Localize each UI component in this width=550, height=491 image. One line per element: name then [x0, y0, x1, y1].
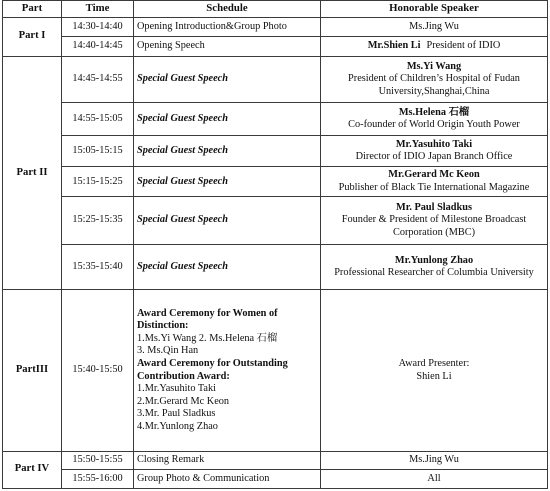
table-row: [3, 197, 548, 245]
speaker-cell: [321, 17, 548, 37]
time-cell: 14:40-14:45: [62, 37, 134, 57]
speaker-cell: [321, 136, 548, 167]
speaker-cell: [321, 451, 548, 470]
schedule-cell: Special Guest Speech: [134, 56, 321, 103]
speaker-role: Director of IDIO Japan Branch Office: [355, 151, 513, 163]
time-cell: 15:35-15:40: [62, 244, 134, 289]
speaker-role: President of Children’s Hospital of Fudan University,Shanghai,China: [348, 73, 520, 97]
header-time: Time: [62, 1, 134, 18]
speaker-role: Publisher of Black Tie International Magazine: [338, 181, 530, 193]
speaker-name: Ms.Yi Wang: [406, 60, 462, 72]
speaker-cell: [321, 244, 548, 289]
schedule-cell: Opening Speech: [134, 37, 321, 57]
speaker-cell: [321, 167, 548, 197]
speaker-name: Ms.Jing Wu: [409, 20, 459, 32]
schedule-cell: Special Guest Speech: [134, 244, 321, 289]
table-row: [3, 167, 548, 197]
time-cell: 15:15-15:25: [62, 167, 134, 197]
schedule-cell: Opening Introduction&Group Photo: [134, 17, 321, 37]
table-row: [3, 470, 548, 489]
speaker-name: Mr.Gerard Mc Keon: [388, 169, 480, 181]
header-schedule: Schedule: [134, 1, 321, 18]
speaker-name: Mr.Shien Li: [367, 40, 421, 52]
speaker-name: All: [427, 472, 441, 484]
part-label: Part II: [3, 56, 62, 290]
award-women-line: 1.Ms.Yi Wang 2. Ms.Helena 石榴: [137, 332, 278, 344]
speaker-cell: [321, 103, 548, 136]
speaker-name: Ms.Jing Wu: [409, 454, 459, 466]
table-row: [3, 136, 548, 167]
speaker-name: Mr.Yasuhito Taki: [395, 138, 473, 150]
speaker-role: President of IDIO: [426, 40, 501, 52]
speaker-role: Co-founder of World Origin Youth Power: [348, 119, 520, 131]
schedule-cell: Closing Remark: [134, 451, 321, 470]
time-cell: 14:45-14:55: [62, 56, 134, 103]
award-contribution-line: 4.Mr.Yunlong Zhao: [137, 420, 218, 432]
schedule-cell: Group Photo & Communication: [134, 470, 321, 489]
time-cell: 15:40-15:50: [62, 290, 134, 451]
speaker-cell: [321, 56, 548, 103]
award-contribution-line: 3.Mr. Paul Sladkus: [137, 408, 216, 420]
part-label: PartIII: [3, 290, 62, 451]
table-row: [3, 244, 548, 289]
speaker-name: Mr.Yunlong Zhao: [394, 254, 474, 266]
schedule-cell: Special Guest Speech: [134, 136, 321, 167]
header-row: [3, 1, 548, 18]
speaker-cell: [321, 37, 548, 57]
award-contribution-title: Award Ceremony for Outstanding Contribution Award:: [137, 358, 288, 382]
award-presenter-name: Shien Li: [416, 370, 452, 382]
speaker-name: Ms.Helena 石榴: [398, 106, 470, 118]
table-row: [3, 451, 548, 470]
award-women-line: 3. Ms.Qin Han: [137, 345, 199, 357]
award-contribution-line: 1.Mr.Yasuhito Taki: [137, 383, 217, 395]
award-presenter-label: Award Presenter:: [398, 358, 470, 370]
part-label: Part I: [3, 17, 62, 56]
table-row: [3, 290, 548, 451]
table-row: [3, 17, 548, 37]
time-cell: 14:55-15:05: [62, 103, 134, 136]
time-cell: 15:55-16:00: [62, 470, 134, 489]
speaker-cell: [321, 290, 548, 451]
time-cell: 15:05-15:15: [62, 136, 134, 167]
header-part: Part: [3, 1, 62, 18]
time-cell: 15:50-15:55: [62, 451, 134, 470]
award-contribution-line: 2.Mr.Gerard Mc Keon: [137, 395, 230, 407]
speaker-cell: [321, 470, 548, 489]
header-speaker: Honorable Speaker: [321, 1, 548, 18]
award-ceremony-cell: [134, 290, 321, 451]
speaker-role: Professional Researcher of Columbia University: [334, 267, 534, 279]
schedule-cell: Special Guest Speech: [134, 167, 321, 197]
speaker-cell: [321, 197, 548, 245]
agenda-table: [2, 0, 548, 489]
schedule-cell: Special Guest Speech: [134, 103, 321, 136]
time-cell: 14:30-14:40: [62, 17, 134, 37]
speaker-name: Mr. Paul Sladkus: [395, 201, 472, 213]
table-row: [3, 56, 548, 103]
schedule-cell: Special Guest Speech: [134, 197, 321, 245]
table-row: [3, 103, 548, 136]
award-women-title: Award Ceremony for Women of Distinction:: [137, 307, 278, 332]
speaker-role: Founder & President of Milestone Broadcast Corporation (MBC): [341, 214, 527, 238]
table-row: [3, 37, 548, 57]
part-label: Part IV: [3, 451, 62, 488]
time-cell: 15:25-15:35: [62, 197, 134, 245]
